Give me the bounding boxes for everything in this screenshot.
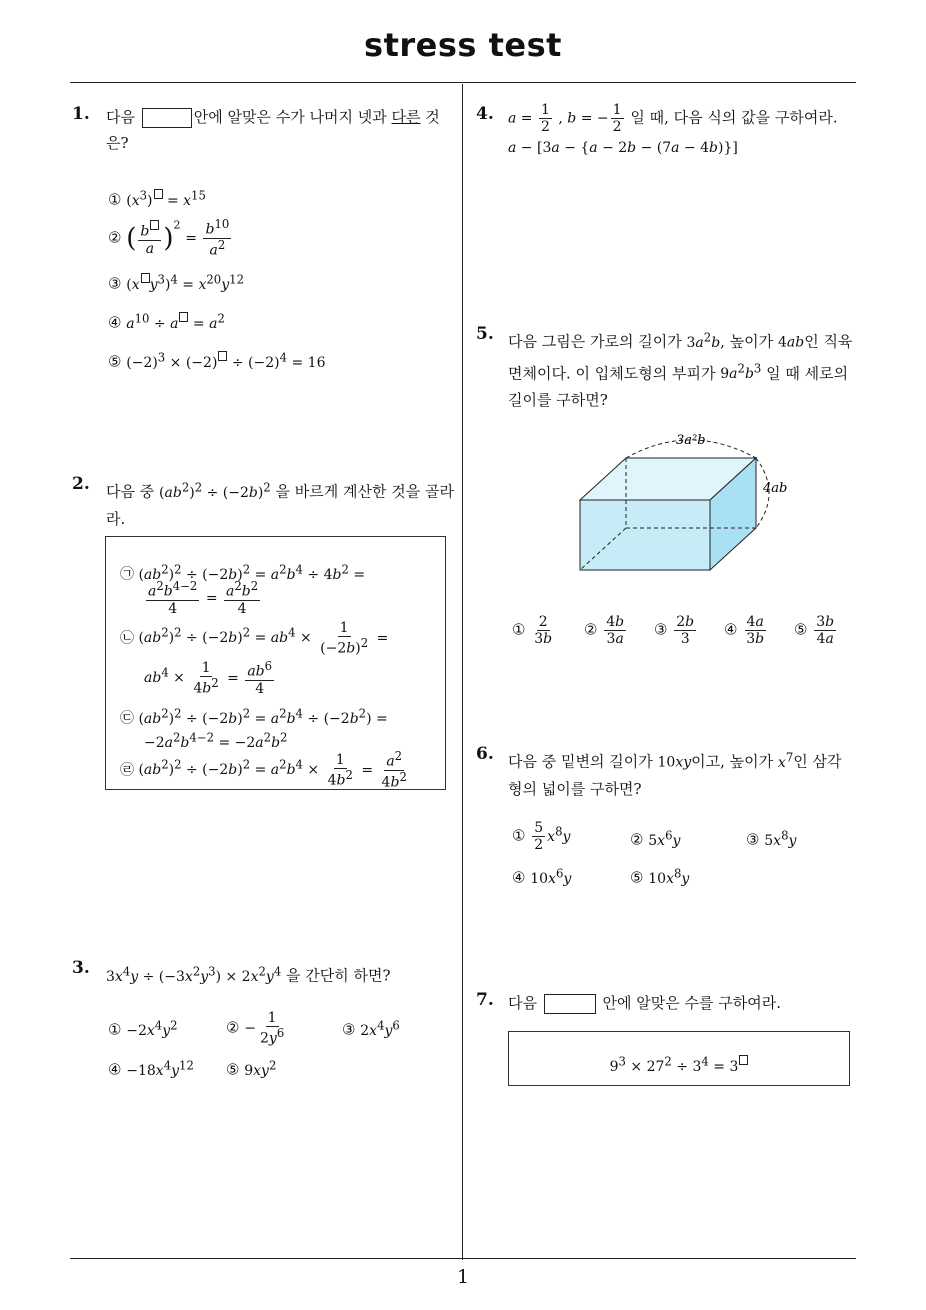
q2-label-b: ㉡ bbox=[120, 630, 134, 647]
q5-text-d: 면체이다. 이 입체도형의 부피가 bbox=[508, 364, 716, 383]
q2-number: 2. bbox=[72, 474, 90, 494]
q1-option-marker: ③ bbox=[108, 274, 122, 293]
q5-cuboid-figure bbox=[560, 420, 800, 580]
q1-option-1: ① $(x^3) = x^{15}$ bbox=[108, 188, 206, 209]
q5-number: 5. bbox=[476, 324, 494, 344]
q7-equation: $9^3 \times 27^2 \div 3^4 = 3$ bbox=[508, 1054, 850, 1075]
q2-choice-a-line2: $\frac{a^2b^{4-2}}{4}$ = $\frac{a^2b^2}{4}$ bbox=[148, 579, 259, 617]
q4-text: 일 때, 다음 식의 값을 구하여라. bbox=[630, 108, 838, 127]
q2-choice-b-line2: $ab^4$ × $\frac{1}{4b^2}$ = $\frac{ab^6}{4}$ bbox=[144, 659, 273, 697]
q2-label-c: ㉢ bbox=[120, 710, 134, 727]
footer-rule bbox=[70, 1258, 856, 1259]
q1-stem bbox=[106, 104, 456, 156]
q3-option-marker: ② bbox=[226, 1018, 240, 1037]
q6-option-marker: ④ bbox=[512, 868, 526, 887]
q1-number: 1. bbox=[72, 104, 90, 124]
q2-label-a: ㉠ bbox=[120, 566, 134, 583]
q5-text-e: 일 때 세로의 bbox=[766, 364, 849, 383]
q1-option-4: ④ $a^{10} \div a = a^2$ bbox=[108, 311, 225, 332]
q6-option-marker: ⑤ bbox=[630, 868, 644, 887]
q5-option-5: ⑤ $\frac{3b}{4a}$ bbox=[794, 614, 835, 648]
q5-text-f: 길이를 구하면? bbox=[508, 391, 608, 410]
q5-option-3: ③ $\frac{2b}{3}$ bbox=[654, 614, 695, 648]
q2-choice-d: ㉣ $(ab^2)^2 \div (-2b)^2 = a^2b^4$ × $\frac{1}{4b^2}$ = $\frac{a^2}{4b^2}$ bbox=[120, 749, 407, 791]
q3-option-4: ④ $-18x^4y^{12}$ bbox=[108, 1058, 194, 1079]
q6-option-5: ⑤ $10x^8y$ bbox=[630, 866, 690, 887]
q1-option-marker: ⑤ bbox=[108, 352, 122, 371]
header-rule bbox=[70, 82, 856, 83]
q1-text-c: 것 bbox=[425, 108, 440, 126]
q5-option-4: ④ $\frac{4a}{3b}$ bbox=[724, 614, 765, 648]
q1-text-d: 은? bbox=[106, 134, 129, 152]
q2-choice-c-line1: ㉢ $(ab^2)^2 \div (-2b)^2 = a^2b^4 \div (-2b^2)$ = bbox=[120, 706, 388, 727]
q7-number: 7. bbox=[476, 990, 494, 1010]
q1-option-marker: ② bbox=[108, 228, 122, 247]
q5-option-marker: ② bbox=[584, 620, 598, 639]
q1-text-underlined: 다른 bbox=[391, 108, 421, 126]
q3-option-3: ③ $2x^4y^6$ bbox=[342, 1018, 400, 1039]
q5-text-b: , 높이가 bbox=[720, 332, 774, 351]
q3-option-1: ① $-2x^4y^2$ bbox=[108, 1018, 178, 1039]
q6-number: 6. bbox=[476, 744, 494, 764]
q7-text-a: 다음 bbox=[508, 994, 537, 1012]
q2-label-d: ㉣ bbox=[120, 762, 134, 779]
q2-stem: 다음 중 $(ab^2)^2 \div (-2b)^2$ 을 바르게 계산한 것을 골라 라. bbox=[106, 480, 454, 528]
q1-answer-blank bbox=[142, 108, 192, 128]
q2-choice-a-line1: ㉠ $(ab^2)^2 \div (-2b)^2 = a^2b^4 \div 4b^2$ = bbox=[120, 562, 366, 583]
page-title: stress test bbox=[364, 26, 562, 64]
q3-number: 3. bbox=[72, 958, 90, 978]
q3-option-5: ⑤ $9xy^2$ bbox=[226, 1058, 277, 1079]
q6-option-3: ③ $5x^8y$ bbox=[746, 828, 797, 849]
q6-option-4: ④ $10x^6y$ bbox=[512, 866, 572, 887]
q3-text: 을 간단히 하면? bbox=[286, 966, 391, 985]
q1-text-a: 다음 bbox=[106, 108, 135, 126]
q1-text-b: 안에 알맞은 수가 나머지 넷과 bbox=[193, 108, 387, 126]
q4-stem: a = $\frac{1}{2}$ , b = − $\frac{1}{2}$ 일 때, 다음 식의 값을 구하여라. bbox=[508, 102, 838, 136]
q1-option-5: ⑤ $(-2)^3 \times (-2) \div (-2)^4 = 16$ bbox=[108, 350, 326, 371]
q5-text-a: 다음 그림은 가로의 길이가 bbox=[508, 332, 682, 351]
q7-answer-blank bbox=[544, 994, 596, 1014]
q5-text-c: 인 직육 bbox=[804, 332, 853, 351]
q2-text-b: 을 바르게 계산한 것을 골라 bbox=[275, 482, 454, 501]
q1-option-marker: ④ bbox=[108, 313, 122, 332]
q5-option-1: ① $\frac{2}{3b}$ bbox=[512, 614, 553, 648]
q5-option-2: ② $\frac{4b}{3a}$ bbox=[584, 614, 625, 648]
q6-text-d: 형의 넓이를 구하면? bbox=[508, 779, 642, 798]
q4-number: 4. bbox=[476, 104, 494, 124]
q2-text-a: 다음 중 bbox=[106, 482, 155, 501]
q1-option-3: ③ (x $y^3)^4 = x^{20}y^{12}$ bbox=[108, 272, 244, 293]
q2-text-c: 라. bbox=[106, 509, 126, 528]
q4-expression: a − [3a − {a − 2b − (7a − 4b)}] bbox=[508, 140, 738, 156]
q6-option-1: ① $\frac{5}{2}$ $x^8y$ bbox=[512, 820, 571, 854]
q5-option-marker: ④ bbox=[724, 620, 738, 639]
q5-option-marker: ① bbox=[512, 620, 526, 639]
q6-option-marker: ② bbox=[630, 830, 644, 849]
q3-option-marker: ① bbox=[108, 1020, 122, 1039]
q3-option-marker: ④ bbox=[108, 1060, 122, 1079]
q6-option-marker: ③ bbox=[746, 830, 760, 849]
q7-text-b: 안에 알맞은 수를 구하여라. bbox=[602, 994, 782, 1012]
q2-choice-b-line1: ㉡ $(ab^2)^2 \div (-2b)^2 = ab^4$ × $\frac{1}{(-2b)^2}$ = bbox=[120, 620, 389, 657]
q3-option-2: ② − $\frac{1}{2y^6}$ bbox=[226, 1010, 285, 1047]
q1-option-marker: ① bbox=[108, 190, 122, 209]
q3-stem: $3x^4y \div (-3x^2y^3) \times 2x^2y^4$ 을 간단히 하면? bbox=[106, 964, 391, 985]
q6-text-b: 이고, 높이가 bbox=[691, 752, 774, 771]
q1-option-2: ② ( $\frac{b}{a}$ )$^2$ = $\frac{b^{10}}{a^2}$ bbox=[108, 217, 230, 259]
q6-text-c: 인 삼각 bbox=[793, 752, 842, 771]
q2-choice-c-line2: $-2a^2b^{4-2} = -2a^2b^2$ bbox=[144, 730, 288, 751]
q6-option-marker: ① bbox=[512, 826, 526, 845]
q5-option-marker: ③ bbox=[654, 620, 668, 639]
q5-label-top: 3a²b bbox=[676, 433, 706, 448]
q5-option-marker: ⑤ bbox=[794, 620, 808, 639]
q5-stem: 다음 그림은 가로의 길이가 $3a^2b$, 높이가 4ab인 직육 면체이다. 이 입체도형의 부피가 $9a^2b^3$ 일 때 세로의 길이를 구하면? bbox=[508, 330, 853, 410]
q5-label-side: 4ab bbox=[763, 481, 788, 496]
q6-text-a: 다음 중 밑변의 길이가 bbox=[508, 752, 653, 771]
q3-option-marker: ③ bbox=[342, 1020, 356, 1039]
q7-stem bbox=[508, 990, 781, 1016]
q6-option-2: ② $5x^6y$ bbox=[630, 828, 681, 849]
page-number: 1 bbox=[456, 1266, 470, 1288]
q3-option-marker: ⑤ bbox=[226, 1060, 240, 1079]
q6-stem: 다음 중 밑변의 길이가 10xy이고, 높이가 $x^7$인 삼각 형의 넓이를 구하면? bbox=[508, 750, 842, 798]
column-divider bbox=[462, 84, 463, 1260]
